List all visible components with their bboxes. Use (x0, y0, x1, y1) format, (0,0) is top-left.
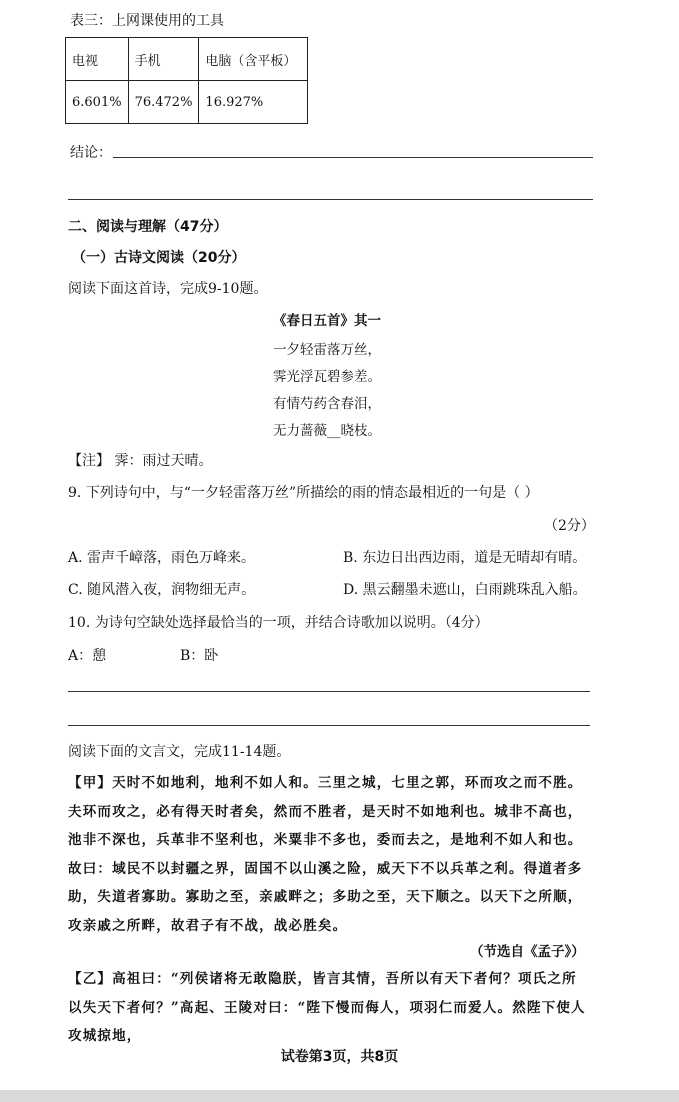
poem-line: 一夕轻雷落万丝， (273, 342, 381, 358)
option-c[interactable]: C. 随风潜入夜，润物细无声。 (68, 582, 256, 598)
question-9-stem: 9. 下列诗句中，与“一夕轻雷落万丝”所描绘的雨的情态最相近的一句是（ ） (68, 485, 539, 501)
passage-yi (68, 965, 588, 1044)
passage-yi-label: 【乙】 (68, 971, 113, 987)
table-cell: 电视 (66, 38, 129, 81)
answer-line[interactable] (68, 691, 590, 692)
passage-jia-text: 天时不如地利，地利不如人和。三里之城，七里之郭，环而攻之而不胜。夫环而攻之，必有得天时者矣，然而不胜者，是天时不如地利也。城非不高也，池非不深也，兵革非不坚利也，米粟非不多也，委而去之，是地利不如人和也。故曰：域民不以封疆之界，固国不以山溪之险，威天下不以兵革之利。得道者多助，失道者寡助。寡助之至，亲戚畔之；多助之至，天下顺之。以天下之所顺，攻亲戚之所畔，故君子有不战，战必胜矣。 (68, 775, 583, 934)
question-9-score: （2分） (544, 518, 595, 534)
table-cell: 76.472% (128, 81, 199, 124)
table-row (66, 81, 308, 124)
bottom-band (0, 1090, 679, 1102)
table-cell: 16.927% (199, 81, 308, 124)
answer-line[interactable] (113, 157, 593, 158)
option-b[interactable]: B. 东边日出西边雨，道是无晴却有晴。 (343, 550, 587, 566)
passage-jia-source: （节选自《孟子》） (470, 944, 585, 960)
table-caption: 表三：上网课使用的工具 (70, 13, 224, 29)
q10-option-a: A：憩 (68, 648, 107, 664)
option-a[interactable]: A. 雷声千嶂落，雨色万峰来。 (68, 550, 256, 566)
subsection-title: （一）古诗文阅读（20分） (72, 250, 246, 266)
passage-jia (68, 769, 588, 934)
option-d[interactable]: D. 黑云翻墨未遮山，白雨跳珠乱入船。 (343, 582, 587, 598)
poem-line: 无力蔷薇__晓枝。 (273, 423, 381, 439)
poem-note: 【注】 霁：雨过天晴。 (68, 453, 213, 469)
answer-line[interactable] (68, 725, 590, 726)
poem-intro: 阅读下面这首诗，完成9-10题。 (68, 281, 268, 297)
table-header-row (66, 38, 308, 81)
tools-table (65, 37, 308, 124)
poem-line: 霁光浮瓦碧参差。 (273, 369, 381, 385)
section-title: 二、阅读与理解（47分） (68, 219, 228, 235)
poem-title: 《春日五首》其一 (273, 313, 381, 329)
table-cell: 手机 (128, 38, 199, 81)
q10-option-b: B：卧 (180, 648, 219, 664)
table-cell: 电脑（含平板） (199, 38, 308, 81)
conclusion-label: 结论： (70, 145, 112, 161)
table-cell: 6.601% (66, 81, 129, 124)
answer-line[interactable] (68, 199, 593, 200)
passage-yi-text: 高祖曰：“列侯诸将无敢隐朕，皆言其情，吾所以有天下者何？项氏之所以失天下者何？”高起、王陵对曰：“陛下慢而侮人，项羽仁而爱人。然陛下使人攻城掠地， (68, 971, 586, 1044)
page-footer: 试卷第3页，共8页 (280, 1049, 399, 1065)
prose-intro: 阅读下面的文言文，完成11-14题。 (68, 744, 291, 760)
question-10-stem: 10. 为诗句空缺处选择最恰当的一项，并结合诗歌加以说明。（4分） (68, 615, 489, 631)
passage-jia-label: 【甲】 (68, 775, 113, 791)
poem-line: 有情芍药含春泪， (273, 396, 381, 412)
